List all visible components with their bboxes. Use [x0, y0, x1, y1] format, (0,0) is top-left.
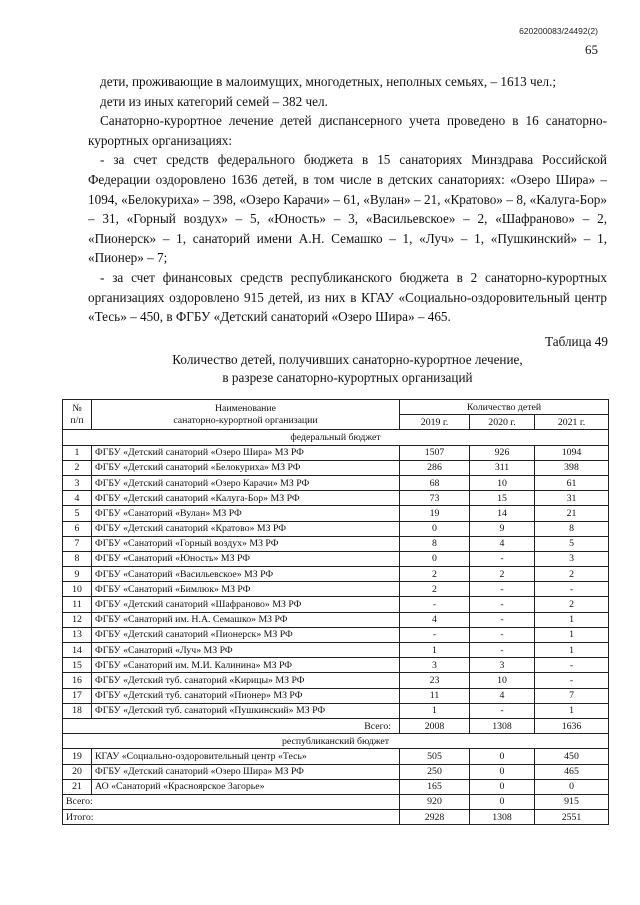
total-label: Всего:	[63, 718, 400, 733]
value-2019: 286	[400, 460, 470, 475]
organization-name: ФГБУ «Санаторий им. Н.А. Семашко» МЗ РФ	[92, 612, 400, 627]
value-2019: -	[400, 597, 470, 612]
value-2020: -	[470, 703, 535, 718]
value-2020: 3	[470, 658, 535, 673]
total-2019: 920	[400, 794, 470, 809]
value-2020: 926	[470, 445, 535, 460]
header-count: Количество детей	[400, 400, 609, 415]
table-row	[63, 779, 609, 794]
header-year: 2019 г.	[400, 415, 470, 430]
section-row-republic	[63, 734, 609, 749]
total-2019: 2928	[400, 810, 470, 825]
row-number: 8	[63, 551, 92, 566]
body-text	[88, 72, 607, 327]
table-label: Таблица 49	[545, 334, 608, 349]
organization-name: АО «Санаторий «Красноярское Загорье»	[92, 779, 400, 794]
table-row	[63, 551, 609, 566]
value-2021: 450	[535, 749, 609, 764]
value-2020: 4	[470, 536, 535, 551]
table-row	[63, 749, 609, 764]
value-2019: 1	[400, 703, 470, 718]
value-2019: 250	[400, 764, 470, 779]
value-2019: 4	[400, 612, 470, 627]
value-2021: 1094	[535, 445, 609, 460]
value-2021: 1	[535, 612, 609, 627]
paragraph: дети из иных категорий семей – 382 чел.	[100, 93, 328, 109]
table-row	[63, 627, 609, 642]
value-2019: -	[400, 627, 470, 642]
organization-name: ФГБУ «Санаторий «Бимлюк» МЗ РФ	[92, 582, 400, 597]
organization-name: ФГБУ «Детский санаторий «Озеро Шира» МЗ РФ	[92, 764, 400, 779]
total-label: Итого:	[63, 810, 400, 825]
table-row	[63, 643, 609, 658]
table-row	[63, 445, 609, 460]
value-2021: 1	[535, 643, 609, 658]
document-id: 620200083/24492(2)	[519, 26, 598, 36]
table-row	[63, 521, 609, 536]
value-2019: 2	[400, 567, 470, 582]
table-row	[63, 491, 609, 506]
total-2020: 1308	[470, 718, 535, 733]
paragraph: дети, проживающие в малоимущих, многодетных, неполных семьях, – 1613 чел.;	[100, 74, 557, 89]
row-number: 21	[63, 779, 92, 794]
table-row	[63, 460, 609, 475]
organization-name: ФГБУ «Детский санаторий «Шафраново» МЗ РФ	[92, 597, 400, 612]
organization-name: ФГБУ «Санаторий «Васильевское» МЗ РФ	[92, 567, 400, 582]
row-number: 11	[63, 597, 92, 612]
header-num	[63, 400, 92, 430]
value-2021: -	[535, 658, 609, 673]
header-name	[92, 400, 400, 430]
value-2019: 68	[400, 475, 470, 490]
table-row	[63, 506, 609, 521]
row-number: 19	[63, 749, 92, 764]
paragraph: - за счет финансовых средств республиканского бюджета в 2 санаторно-курортных организациях оздоровлено 915 детей, из них в КГАУ «Социально-оздоровительный центр «Тесь» – 450, в ФГБУ «Детский санаторий «Озеро Шира» – 465.	[88, 269, 607, 325]
table-row	[63, 567, 609, 582]
organization-name: ФГБУ «Санаторий «Горный воздух» МЗ РФ	[92, 536, 400, 551]
row-number: 10	[63, 582, 92, 597]
value-2021: 8	[535, 521, 609, 536]
row-number: 3	[63, 475, 92, 490]
value-2021: 2	[535, 567, 609, 582]
table-title-line: Количество детей, получивших санаторно-курортное лечение,	[172, 352, 523, 367]
total-2020: 0	[470, 794, 535, 809]
row-number: 7	[63, 536, 92, 551]
value-2021: -	[535, 673, 609, 688]
organization-name: ФГБУ «Детский санаторий «Озеро Шира» МЗ РФ	[92, 445, 400, 460]
row-number: 4	[63, 491, 92, 506]
table-row	[63, 703, 609, 718]
row-number: 12	[63, 612, 92, 627]
table-row	[63, 764, 609, 779]
row-number: 17	[63, 688, 92, 703]
total-2020: 1308	[470, 810, 535, 825]
paragraph: - за счет средств федерального бюджета в 15 санаториях Минздрава Российской Федерации оздоровлено 1636 детей, в том числе в детских санаториях: «Озеро Шира» – 1094, «Белокуриха» – 398, «Озеро Карачи» – 61, «Вулан» – 21, «Кратово» – 8, «Калуга-Бор» – 31, «Горный воздух» – 5, «Юность» – 3, «Васильевское» – 2, «Шафраново» – 2, «Пионерск» – 1, санаторий имени А.Н. Семашко – 1, «Луч» – 1, «Пушкинский» – 1, «Пионер» – 7;	[88, 152, 607, 266]
table-header-row	[63, 400, 609, 415]
table-row	[63, 582, 609, 597]
total-row-federal	[63, 718, 609, 733]
value-2020: -	[470, 627, 535, 642]
sanatorium-table	[62, 399, 609, 825]
organization-name: ФГБУ «Детский санаторий «Белокуриха» МЗ РФ	[92, 460, 400, 475]
value-2020: 10	[470, 673, 535, 688]
row-number: 15	[63, 658, 92, 673]
value-2020: -	[470, 597, 535, 612]
value-2021: 0	[535, 779, 609, 794]
table-title-line: в разрезе санаторно-курортных организаций	[222, 370, 473, 385]
paragraph: Санаторно-курортное лечение детей диспансерного учета проведено в 16 санаторно-курортных организациях:	[88, 113, 607, 148]
value-2020: 9	[470, 521, 535, 536]
row-number: 1	[63, 445, 92, 460]
table-row	[63, 688, 609, 703]
table-row	[63, 475, 609, 490]
value-2021: 7	[535, 688, 609, 703]
section-row-federal	[63, 430, 609, 445]
value-2020: 311	[470, 460, 535, 475]
total-row-republic	[63, 794, 609, 809]
value-2020: 0	[470, 749, 535, 764]
header-name-line: санаторно-курортной организации	[173, 414, 318, 426]
value-2019: 73	[400, 491, 470, 506]
organization-name: ФГБУ «Санаторий им. М.И. Калинина» МЗ РФ	[92, 658, 400, 673]
row-number: 2	[63, 460, 92, 475]
row-number: 20	[63, 764, 92, 779]
total-label: Всего:	[63, 794, 400, 809]
value-2020: 0	[470, 779, 535, 794]
value-2019: 23	[400, 673, 470, 688]
row-number: 16	[63, 673, 92, 688]
value-2020: 14	[470, 506, 535, 521]
value-2019: 0	[400, 551, 470, 566]
row-number: 18	[63, 703, 92, 718]
row-number: 6	[63, 521, 92, 536]
section-label: федеральный бюджет	[63, 430, 609, 445]
organization-name: ФГБУ «Детский туб. санаторий «Пушкинский» МЗ РФ	[92, 703, 400, 718]
table-row	[63, 658, 609, 673]
value-2019: 19	[400, 506, 470, 521]
row-number: 14	[63, 643, 92, 658]
section-label: республиканский бюджет	[63, 734, 609, 749]
value-2021: 3	[535, 551, 609, 566]
value-2021: 398	[535, 460, 609, 475]
row-number: 13	[63, 627, 92, 642]
value-2020: -	[470, 643, 535, 658]
value-2020: 10	[470, 475, 535, 490]
total-2021: 915	[535, 794, 609, 809]
table-row	[63, 536, 609, 551]
value-2020: 0	[470, 764, 535, 779]
organization-name: ФГБУ «Детский санаторий «Озеро Карачи» МЗ РФ	[92, 475, 400, 490]
value-2020: 4	[470, 688, 535, 703]
organization-name: ФГБУ «Детский санаторий «Пионерск» МЗ РФ	[92, 627, 400, 642]
row-number: 5	[63, 506, 92, 521]
value-2021: -	[535, 582, 609, 597]
value-2020: -	[470, 551, 535, 566]
row-number: 9	[63, 567, 92, 582]
total-2021: 1636	[535, 718, 609, 733]
value-2019: 11	[400, 688, 470, 703]
total-row-grand	[63, 810, 609, 825]
value-2019: 0	[400, 521, 470, 536]
organization-name: ФГБУ «Детский туб. санаторий «Кирицы» МЗ РФ	[92, 673, 400, 688]
value-2021: 465	[535, 764, 609, 779]
value-2020: 2	[470, 567, 535, 582]
total-2019: 2008	[400, 718, 470, 733]
value-2019: 1507	[400, 445, 470, 460]
organization-name: ФГБУ «Санаторий «Вулан» МЗ РФ	[92, 506, 400, 521]
table-title	[88, 351, 607, 387]
value-2019: 2	[400, 582, 470, 597]
organization-name: КГАУ «Социально-оздоровительный центр «Тесь»	[92, 749, 400, 764]
value-2021: 21	[535, 506, 609, 521]
value-2019: 8	[400, 536, 470, 551]
value-2019: 505	[400, 749, 470, 764]
value-2019: 3	[400, 658, 470, 673]
value-2021: 31	[535, 491, 609, 506]
value-2021: 1	[535, 703, 609, 718]
value-2020: -	[470, 612, 535, 627]
value-2021: 5	[535, 536, 609, 551]
value-2019: 1	[400, 643, 470, 658]
value-2021: 2	[535, 597, 609, 612]
total-2021: 2551	[535, 810, 609, 825]
header-num-line: №	[72, 402, 82, 414]
table-row	[63, 673, 609, 688]
value-2020: -	[470, 582, 535, 597]
value-2021: 61	[535, 475, 609, 490]
header-year: 2021 г.	[535, 415, 609, 430]
header-num-line: п/п	[70, 414, 84, 426]
organization-name: ФГБУ «Детский санаторий «Калуга-Бор» МЗ РФ	[92, 491, 400, 506]
value-2020: 15	[470, 491, 535, 506]
organization-name: ФГБУ «Санаторий «Юность» МЗ РФ	[92, 551, 400, 566]
organization-name: ФГБУ «Санаторий «Луч» МЗ РФ	[92, 643, 400, 658]
organization-name: ФГБУ «Детский санаторий «Кратово» МЗ РФ	[92, 521, 400, 536]
table-row	[63, 612, 609, 627]
value-2021: 1	[535, 627, 609, 642]
header-name-line: Наименование	[214, 402, 277, 414]
organization-name: ФГБУ «Детский туб. санаторий «Пионер» МЗ РФ	[92, 688, 400, 703]
value-2019: 165	[400, 779, 470, 794]
page-number: 65	[585, 42, 598, 57]
table-row	[63, 597, 609, 612]
header-year: 2020 г.	[470, 415, 535, 430]
